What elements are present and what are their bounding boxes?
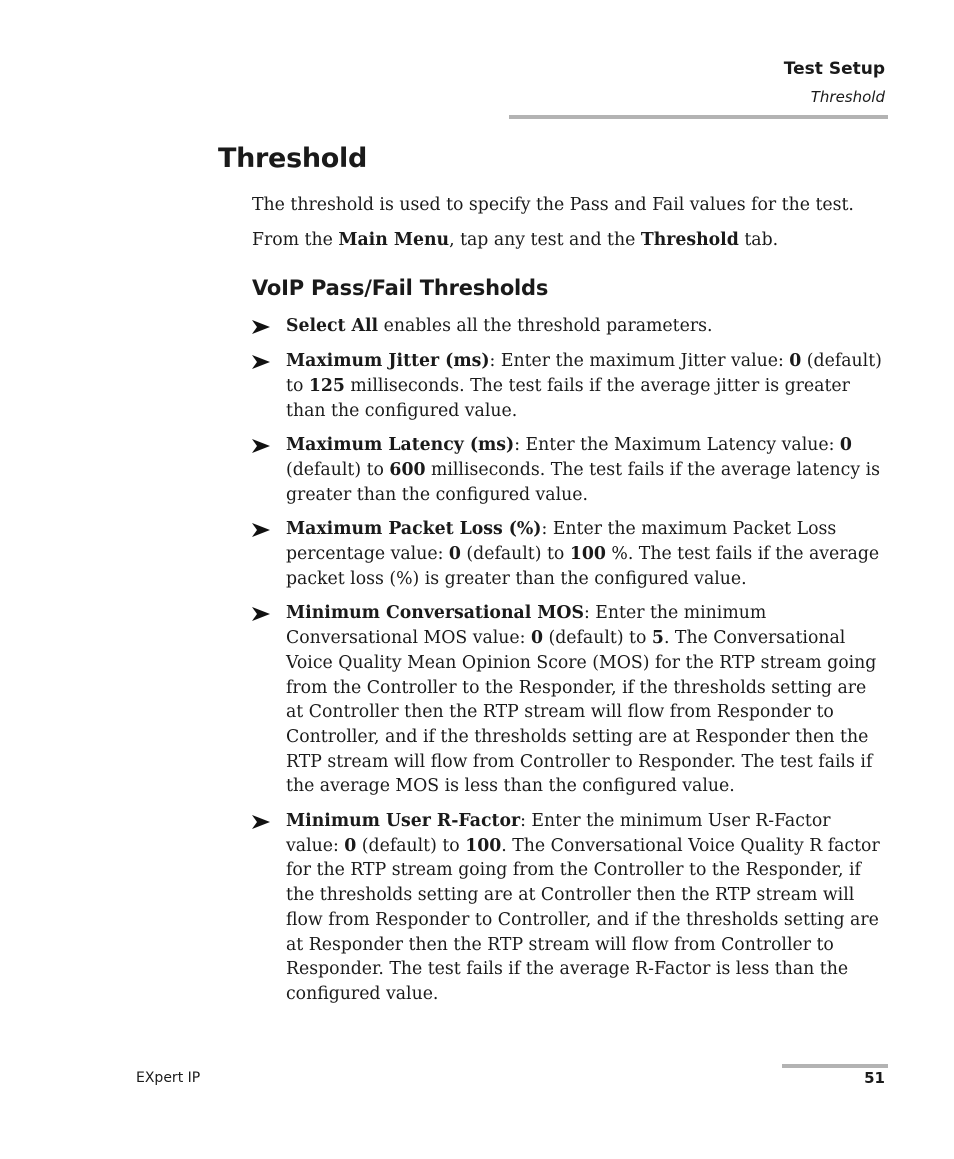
text-run: milliseconds. The test fails if the average latency is greater than the configured value. [286, 459, 880, 505]
running-header [784, 58, 885, 108]
bold-term: 0 [530, 628, 543, 649]
list-item [252, 809, 884, 1007]
bold-term: Minimum User R-Factor [286, 811, 521, 832]
text-run: (default) to [356, 835, 466, 856]
arrowhead-bullet-icon [252, 815, 270, 829]
bold-term: 100 [569, 544, 606, 565]
arrowhead-bullet-icon [252, 523, 270, 537]
list-item-text [286, 316, 712, 336]
bold-term: 5 [651, 628, 664, 649]
page-title: Threshold [218, 143, 367, 174]
paragraph [252, 228, 884, 253]
text-run: From the [252, 229, 339, 250]
list-item [252, 349, 884, 423]
text-run: enables all the threshold parameters. [378, 316, 713, 337]
bold-term: Maximum Packet Loss (%) [286, 519, 542, 540]
bold-term: Select All [286, 316, 379, 337]
header-rule [509, 115, 888, 119]
text-run: : Enter the minimum Conversational MOS value: [286, 603, 767, 649]
list-item [252, 601, 884, 799]
page-number: 51 [864, 1069, 885, 1087]
footer-rule [782, 1064, 888, 1068]
text-run: (default) to [286, 459, 390, 480]
bold-term: 0 [789, 351, 802, 372]
intro-paragraphs [252, 193, 884, 252]
list-item-text [286, 435, 880, 504]
bold-term: 0 [344, 835, 357, 856]
bold-term: Threshold [640, 229, 739, 250]
text-run: . The Conversational Voice Quality R factor for the RTP stream going from the Controller to the Responder, if the thresholds setting are at Controller then the RTP stream will flow from Responder to Controller, and if the thresholds setting are at Responder then the RTP stream will flow from Controller to Responder. The test fails if the average R-Factor is less than the configured value. [286, 835, 880, 1004]
bold-term: 100 [465, 835, 502, 856]
threshold-list [252, 314, 884, 1006]
bold-term: Minimum Conversational MOS [286, 603, 584, 624]
bold-term: 600 [389, 459, 426, 480]
list-item-text [286, 603, 876, 796]
arrowhead-bullet-icon [252, 607, 270, 621]
list-item [252, 433, 884, 507]
bold-term: Main Menu [338, 229, 450, 250]
list-item [252, 314, 884, 339]
text-run: %. The test fails if the average packet loss (%) is greater than the configured value. [286, 544, 880, 589]
text-run: milliseconds. The test fails if the average jitter is greater than the configured value. [286, 375, 850, 421]
section-title: Threshold [810, 88, 885, 106]
bold-term: 0 [448, 544, 461, 565]
text-run: (default) to [286, 351, 882, 396]
text-run: : Enter the maximum Jitter value: [489, 351, 790, 372]
text-run: (default) to [543, 628, 652, 649]
arrowhead-bullet-icon [252, 355, 270, 369]
footer-product: EXpert IP [136, 1070, 201, 1086]
list-item [252, 517, 884, 591]
bold-term: Maximum Jitter (ms) [286, 351, 490, 372]
text-run: : Enter the maximum Packet Loss percentage value: [286, 519, 837, 565]
list-item-text [286, 351, 882, 420]
list-item-text [286, 519, 879, 588]
text-run: (default) to [460, 544, 570, 565]
arrowhead-bullet-icon [252, 439, 270, 453]
bold-term: 125 [308, 375, 345, 396]
text-run: : Enter the minimum User R-Factor value: [286, 811, 831, 856]
arrowhead-bullet-icon [252, 320, 270, 334]
text-run: . The Conversational Voice Quality Mean Opinion Score (MOS) for the RTP stream going from the Controller to the Responder, if the thresholds setting are at Controller then the RTP stream will flow from Responder to Controller, and if the thresholds setting are at Responder then the RTP stream will flow from Controller to Responder. The test fails if the average MOS is less than the configured value. [286, 628, 877, 797]
text-run: , tap any test and the [449, 229, 641, 250]
bold-term: Maximum Latency (ms) [286, 435, 515, 456]
list-item-text [286, 811, 880, 1004]
paragraph [252, 193, 884, 218]
text-run: tab. [738, 229, 779, 250]
body-content [252, 193, 884, 1017]
chapter-title: Test Setup [783, 59, 885, 79]
subheading: VoIP Pass/Fail Thresholds [252, 276, 549, 301]
text-run: The threshold is used to specify the Pass and Fail values for the test. [252, 195, 854, 215]
bold-term: 0 [839, 435, 852, 456]
text-run: : Enter the Maximum Latency value: [514, 435, 840, 456]
